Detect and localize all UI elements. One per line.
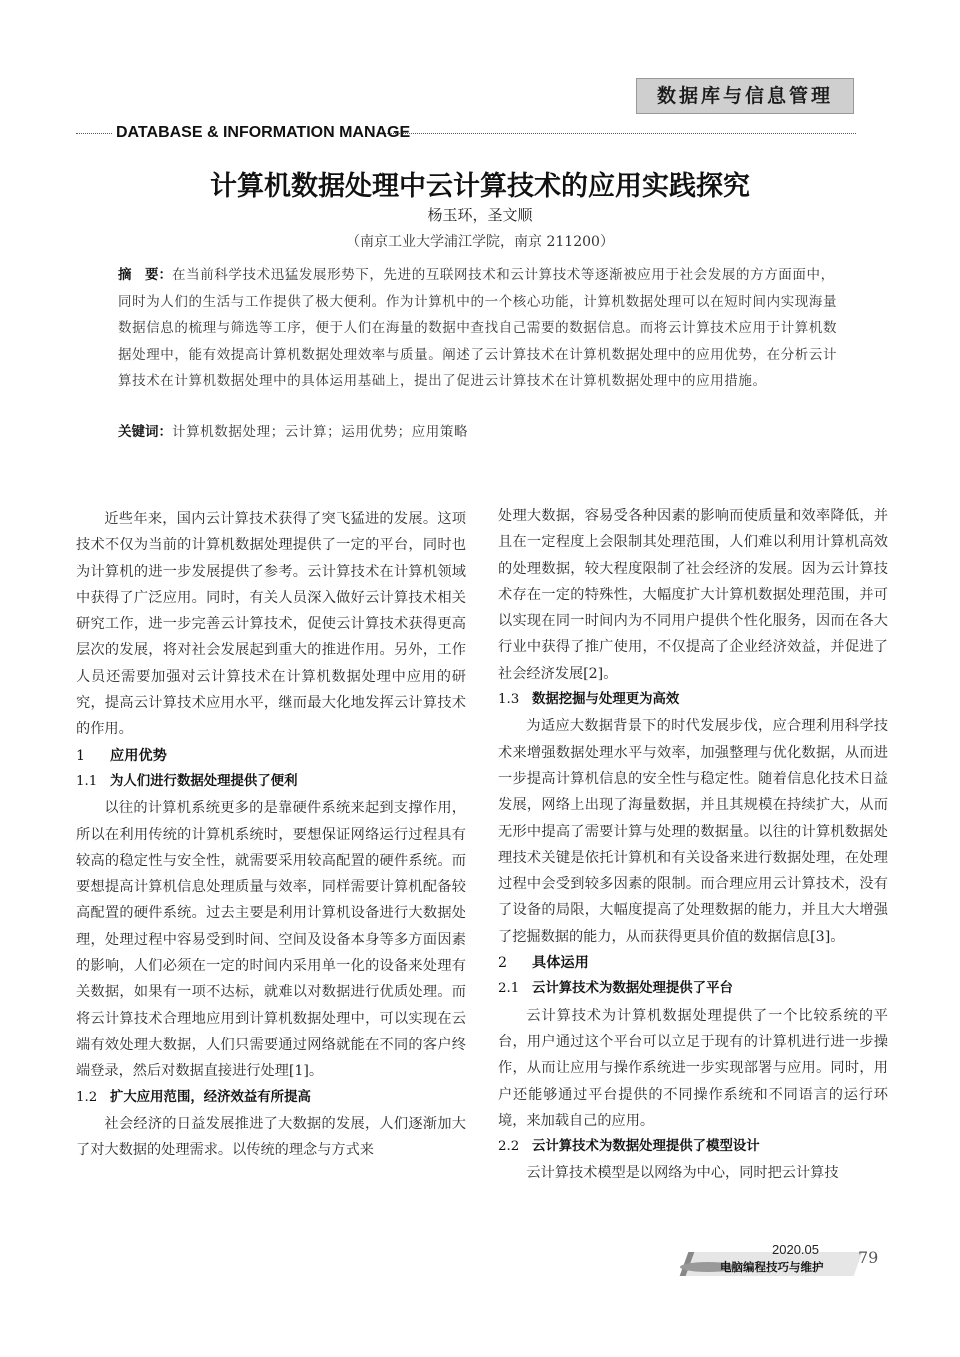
keywords-text: 计算机数据处理；云计算；运用优势；应用策略 (172, 424, 469, 440)
section-number: 1 (76, 747, 86, 764)
abstract (118, 262, 848, 395)
section-number: 1.2 (76, 1089, 98, 1105)
section-heading-2 (498, 950, 888, 976)
section-title: 云计算技术为数据处理提供了模型设计 (532, 1139, 760, 1155)
paragraph-1-2-continued: 处理大数据，容易受各种因素的影响而使质量和效率降低，并且在一定程度上会限制其处理范围，人们难以利用计算机高效的处理数据，较大程度限制了社会经济的发展。因为云计算技术存在一定的特殊性，大幅度扩大计算机数据处理范围，并可以实现在同一时间内为不同用户提供个性化服务，因而在各大行业中获得了推广使用，不仅提高了企业经济效益，并促进了社会经济发展[2]。 (498, 508, 888, 682)
section-title: 应用优势 (110, 747, 167, 764)
section-tag: 数据库与信息管理 (636, 78, 854, 114)
section-number: 2.1 (498, 981, 520, 997)
article-affiliation: （南京工业大学浦江学院，南京 211200） (346, 234, 614, 250)
intro-paragraph: 近些年来，国内云计算技术获得了突飞猛进的发展。这项技术不仅为当前的计算机数据处理提供了一定的平台，同时也为计算机的进一步发展提供了参考。云计算技术在计算机领域中获得了广泛应用。同时，有关人员深入做好云计算技术相关研究工作，进一步完善云计算技术，促使云计算技术获得更高层次的发展，将对社会发展起到重大的推进作用。另外，工作人员还需要加强对云计算技术在计算机数据处理中应用的研究，提高云计算技术应用水平，继而最大化地发挥云计算技术的作用。 (76, 511, 466, 738)
issue-date: 2020.05 (772, 1242, 819, 1257)
left-column (76, 506, 466, 1163)
paragraph-1-1: 以往的计算机系统更多的是靠硬件系统来起到支撑作用，所以在利用传统的计算机系统时，要想保证网络运行过程具有较高的稳定性与安全性，就需要采用较高配置的硬件系统。而要想提高计算机信息处理质量与效率，同样需要计算机配备较高配置的硬件系统。过去主要是利用计算机设备进行大数据处理，处理过程中容易受到时间、空间及设备本身等多方面因素的影响，人们必须在一定的时间内采用单一化的设备来处理有关数据，如果有一项不达标，就难以对数据进行优质处理。而将云计算技术合理地应用到计算机数据处理中，可以实现在云端有效处理大数据，人们只需要通过网络就能在不同的客户终端登录，然后对数据直接进行处理[1]。 (76, 800, 466, 1080)
abstract-text: 在当前科学技术迅猛发展形势下，先进的互联网技术和云计算技术等逐渐被应用于社会发展的方方面面中，同时为人们的生活与工作提供了极大便利。作为计算机中的一个核心功能，计算机数据处理可以在短时间内实现海量数据信息的梳理与筛选等工序，便于人们在海量的数据中查找自己需要的数据信息。而将云计算技术应用于计算机数据处理中，能有效提高计算机数据处理效率与质量。阐述了云计算技术在计算机数据处理中的应用优势，在分析云计算技术在计算机数据处理中的具体运用基础上，提出了促进云计算技术在计算机数据处理中的应用措施。 (118, 267, 838, 389)
section-number: 1.3 (498, 692, 520, 708)
section-title: 云计算技术为数据处理提供了平台 (532, 981, 733, 997)
abstract-label: 摘 要： (118, 267, 172, 283)
paragraph-1-3: 为适应大数据背景下的时代发展步伐，应合理利用科学技术来增强数据处理水平与效率，加强整理与优化数据，从而进一步提高计算机信息的安全性与稳定性。随着信息化技术日益发展，网络上出现了海量数据，并且其规模在持续扩大，从而无形中提高了需要计算与处理的数据量。以往的计算机数据处理技术关键是依托计算机和有关设备来进行数据处理，在处理过程中会受到较多因素的限制。而合理应用云计算技术，没有了设备的局限，大幅度提高了处理数据的能力，并且大大增强了挖掘数据的能力，从而获得更具价值的数据信息[3]。 (498, 718, 888, 945)
section-number: 2 (498, 955, 508, 972)
english-section-tag: DATABASE & INFORMATION MANAGE (116, 124, 411, 141)
section-title: 数据挖掘与处理更为高效 (532, 692, 680, 708)
section-heading-1 (76, 743, 466, 769)
keywords-label: 关键词： (118, 424, 172, 440)
magazine-name: 电脑编程技巧与维护 (720, 1260, 824, 1274)
paragraph-2-1: 云计算技术为计算机数据处理提供了一个比较系统的平台，用户通过这个平台可以立足于现有的计算机进行进一步操作，从而让应用与操作系统进一步实现部署与应用。同时，用户还能够通过平台提供的不同操作系统和不同语言的运行环境，来加载自己的应用。 (498, 1007, 888, 1129)
section-title: 为人们进行数据处理提供了便利 (110, 773, 298, 789)
paragraph-2-2: 云计算技术模型是以网络为中心，同时把云计算技 (526, 1165, 839, 1182)
paragraph-1-2: 社会经济的日益发展推进了大数据的发展，人们逐渐加大了对大数据的处理需求。以传统的理念与方式来 (76, 1115, 466, 1159)
section-number: 1.1 (76, 773, 98, 789)
article-authors: 杨玉环，圣文顺 (427, 206, 533, 224)
right-column (498, 503, 888, 1187)
section-title: 扩大应用范围，经济效益有所提高 (110, 1089, 311, 1105)
subsection-heading-1-3 (498, 687, 888, 713)
section-title: 具体运用 (532, 955, 589, 972)
keywords (118, 420, 848, 440)
section-number: 2.2 (498, 1139, 520, 1155)
subsection-heading-2-2 (498, 1134, 888, 1160)
subsection-heading-1-1 (76, 769, 466, 795)
subsection-heading-2-1 (498, 976, 888, 1002)
page-number: 79 (858, 1248, 879, 1267)
subsection-heading-1-2 (76, 1085, 466, 1111)
article-title: 计算机数据处理中云计算技术的应用实践探究 (210, 171, 750, 202)
